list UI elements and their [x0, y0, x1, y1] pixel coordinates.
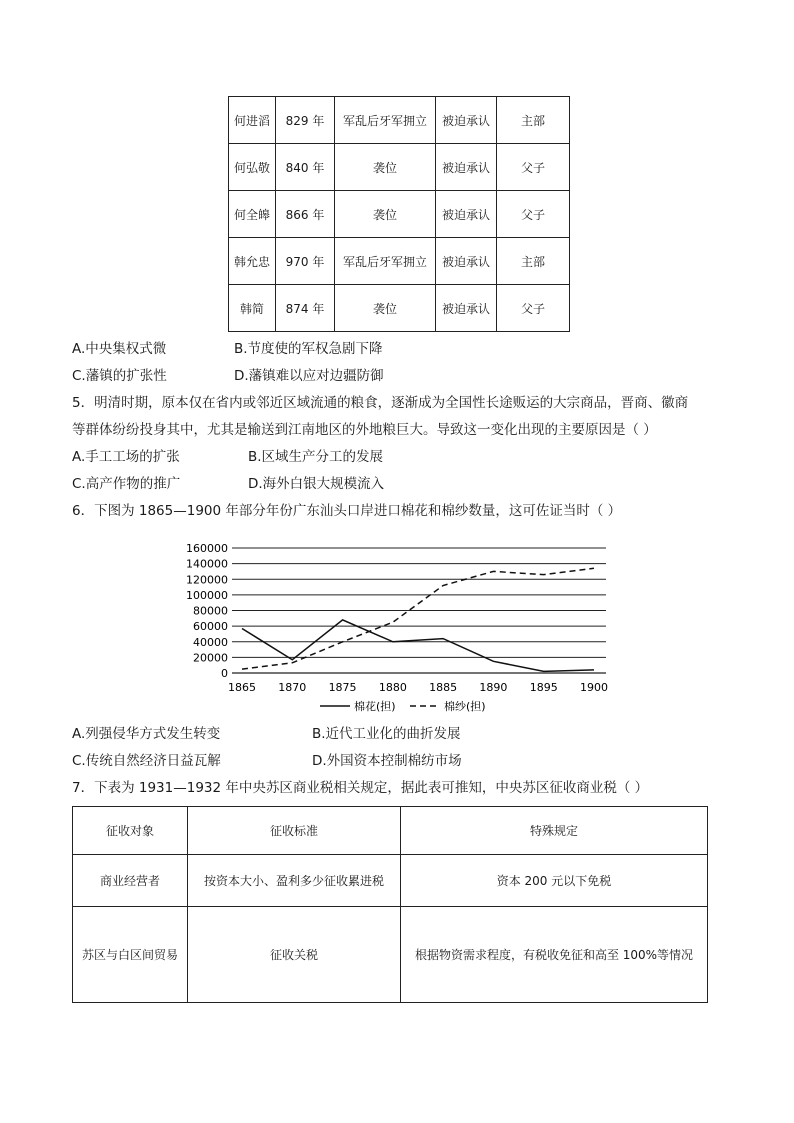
y-tick-label: 140000: [186, 557, 228, 571]
fanzhen-cell: 军乱后牙军拥立: [335, 238, 436, 285]
tax-cell: 征收关税: [188, 907, 401, 1003]
tax-cell: 苏区与白区间贸易: [73, 907, 188, 1003]
fanzhen-cell: 840 年: [276, 144, 335, 191]
fanzhen-cell: 被迫承认: [436, 97, 497, 144]
legend-yarn-label: 棉纱(担): [444, 700, 486, 713]
y-tick-label: 100000: [186, 588, 228, 602]
y-tick-label: 40000: [193, 635, 228, 649]
q4-option-b: B.节度使的军权急剧下降: [234, 341, 383, 357]
fanzhen-cell: 被迫承认: [436, 191, 497, 238]
fanzhen-cell: 970 年: [276, 238, 335, 285]
fanzhen-row: [229, 191, 570, 238]
q6-option-c: C.传统自然经济日益瓦解: [72, 753, 221, 769]
tax-table: [72, 806, 708, 1003]
fanzhen-row: [229, 285, 570, 332]
q4-option-a: A.中央集权式微: [72, 341, 167, 357]
fanzhen-cell: 父子: [497, 285, 570, 332]
q5-option-b: B.区域生产分工的发展: [248, 449, 384, 465]
fanzhen-cell: 父子: [497, 191, 570, 238]
q6-stem: 6．下图为 1865—1900 年部分年份广东汕头口岸进口棉花和棉纱数量，这可佐证当时（ ）: [72, 503, 622, 519]
x-tick-label: 1890: [479, 681, 508, 694]
fanzhen-cell: 袭位: [335, 191, 436, 238]
cotton-line-chart: [170, 538, 620, 718]
fanzhen-cell: 父子: [497, 144, 570, 191]
legend-cotton-label: 棉花(担): [354, 700, 396, 713]
x-tick-label: 1880: [378, 681, 407, 694]
x-tick-label: 1870: [278, 681, 307, 694]
tax-header-standard: 征收标准: [188, 807, 401, 855]
fanzhen-cell: 韩允忠: [229, 238, 276, 285]
y-tick-label: 0: [221, 667, 228, 680]
fanzhen-cell: 829 年: [276, 97, 335, 144]
tax-header-special: 特殊规定: [401, 807, 708, 855]
fanzhen-cell: 主部: [497, 97, 570, 144]
fanzhen-row: [229, 144, 570, 191]
y-tick-label: 160000: [186, 542, 228, 555]
y-tick-label: 80000: [193, 604, 228, 618]
fanzhen-cell: 何全皞: [229, 191, 276, 238]
y-tick-label: 120000: [186, 573, 228, 587]
q6-option-b: B.近代工业化的曲折发展: [312, 726, 461, 742]
q5-option-c: C.高产作物的推广: [72, 476, 181, 492]
q6-option-d: D.外国资本控制棉纺市场: [312, 753, 462, 769]
q5-option-d: D.海外白银大规模流入: [248, 476, 385, 492]
y-tick-label: 20000: [193, 651, 228, 665]
fanzhen-cell: 袭位: [335, 144, 436, 191]
tax-cell: 商业经营者: [73, 855, 188, 907]
fanzhen-cell: 主部: [497, 238, 570, 285]
fanzhen-cell: 被迫承认: [436, 285, 497, 332]
chart-legend: [320, 699, 486, 713]
x-tick-label: 1865: [228, 681, 256, 694]
x-tick-label: 1895: [529, 681, 558, 694]
x-tick-label: 1900: [580, 681, 608, 694]
fanzhen-row: [229, 238, 570, 285]
q4-option-c: C.藩镇的扩张性: [72, 368, 167, 384]
x-tick-label: 1875: [328, 681, 357, 694]
fanzhen-cell: 军乱后牙军拥立: [335, 97, 436, 144]
fanzhen-cell: 866 年: [276, 191, 335, 238]
tax-header-object: 征收对象: [73, 807, 188, 855]
fanzhen-cell: 何进滔: [229, 97, 276, 144]
fanzhen-cell: 何弘敬: [229, 144, 276, 191]
q6-option-a: A.列强侵华方式发生转变: [72, 726, 221, 742]
fanzhen-row: [229, 97, 570, 144]
fanzhen-cell: 韩简: [229, 285, 276, 332]
q5-stem-line2: 等群体纷纷投身其中，尤其是输送到江南地区的外地粮巨大。导致这一变化出现的主要原因是（ ）: [72, 422, 657, 438]
cotton-series-line: [242, 620, 594, 672]
fanzhen-cell: 874 年: [276, 285, 335, 332]
tax-cell: 根据物资需求程度，有税收免征和高至 100%等情况: [401, 907, 708, 1003]
x-tick-label: 1885: [429, 681, 458, 694]
yarn-series-line: [242, 568, 594, 669]
q7-stem: 7．下表为 1931—1932 年中央苏区商业税相关规定，据此表可推知，中央苏区征收商业税（ ）: [72, 780, 649, 796]
tax-cell: 资本 200 元以下免税: [401, 855, 708, 907]
fanzhen-cell: 被迫承认: [436, 144, 497, 191]
fanzhen-cell: 被迫承认: [436, 238, 497, 285]
tax-cell: 按资本大小、盈利多少征收累进税: [188, 855, 401, 907]
fanzhen-table: [228, 96, 570, 332]
y-tick-label: 60000: [193, 620, 228, 634]
q5-option-a: A.手工工场的扩张: [72, 449, 180, 465]
q5-stem-line1: 5．明清时期，原本仅在省内或邻近区域流通的粮食，逐渐成为全国性长途贩运的大宗商品，晋商、徽商: [72, 395, 689, 411]
fanzhen-cell: 袭位: [335, 285, 436, 332]
q4-option-d: D.藩镇难以应对边疆防御: [234, 368, 384, 384]
